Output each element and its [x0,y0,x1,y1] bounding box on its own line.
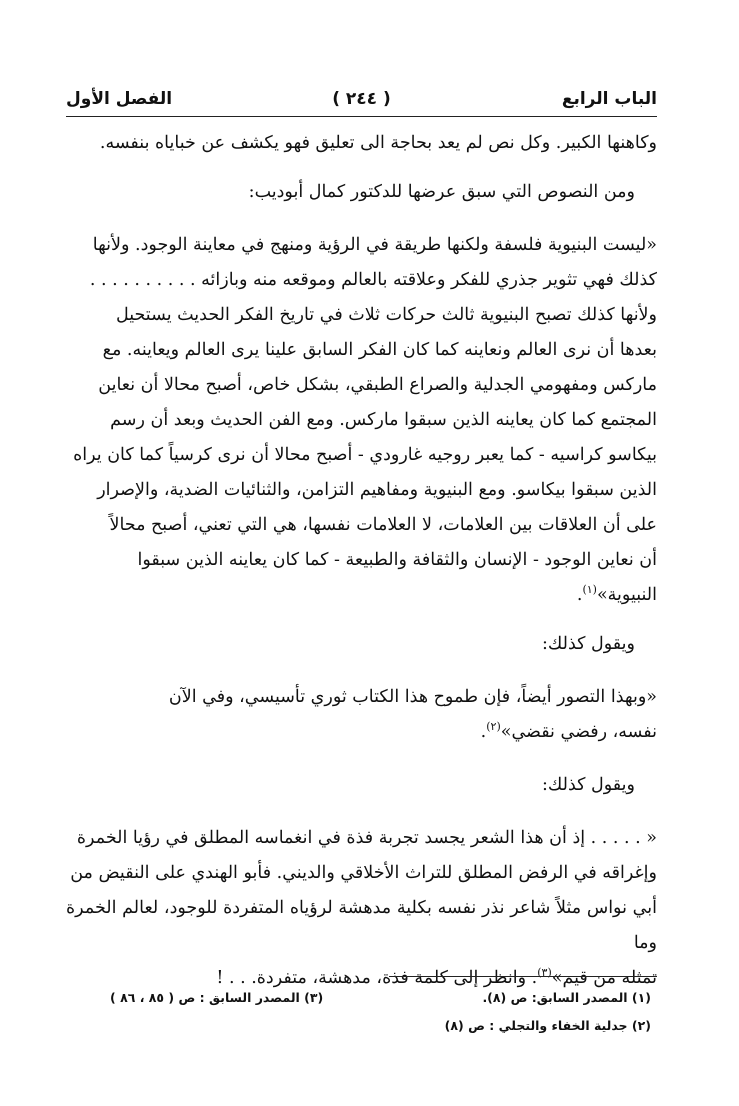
footnote-3: (٣) المصدر السابق : ص ( ٨٥ ، ٨٦ ) [110,990,324,1005]
footnote-2: (٢) جدلية الخفاء والتجلي : ص (٨) [444,1018,651,1033]
quote-line: ولأنها كذلك تصبح البنيوية ثالث حركات ثلاث في تاريخ الفكر الحديث يستحيل [115,305,657,325]
paragraph-intro: ومن النصوص التي سبق عرضها للدكتور كمال أبوديب: [248,182,635,202]
footnote-ref-1: (١) [582,583,597,597]
running-header [66,84,657,114]
main-text [66,126,657,996]
quote-end: نفسه، رفضي نقضي» [500,722,657,742]
quote-line: ماركس ومفهومي الجدلية والصراع الطبقي، بشكل خاص، أصبح محالا أن نعاين [98,375,657,395]
quote-line: كذلك فهي تثوير جذري للفكر وعلاقته بالعالم وموقعه منه وبازائه . . . . . . . . . . [89,270,657,290]
header-divider [66,116,657,117]
quote-line: « . . . . . إذ أن هذا الشعر يجسد تجربة فذة في انغماسه المطلق في رؤيا الخمرة [76,828,657,848]
quote-line: أبي نواس مثلاً شاعر نذر نفسه بكلية مدهشة لرؤياه المتفردة للوجود، لعالم الخمرة وما [66,898,657,953]
quote-line: نفسه، رفضي نقضي»$^{(٢)}$. [480,720,657,742]
quote-block-2 [66,680,657,750]
footnote-divider [389,976,657,977]
paragraph-says-2: ويقول كذلك: [542,775,635,795]
quote-block-1 [66,228,657,613]
quote-block-3 [66,821,657,996]
chapter-title: الباب الرابع [561,89,657,109]
footnote-ref-2: (٢) [486,720,501,734]
paragraph-says-1: ويقول كذلك: [542,634,635,654]
quote-line: أن نعاين الوجود - الإنسان والثقافة والطبيعة - كما كان يعاينه الذين سبقوا [137,550,657,570]
quote-line: بعدها أن نرى العالم ونعاينه كما كان الفكر السابق علينا يرى العالم ويعاينه. مع [102,340,657,360]
footnotes [66,984,657,1040]
quote-end: تمثله من قيم» [551,968,657,988]
footnote-ref-3: (٣) [537,966,552,980]
footnote-1: (١) المصدر السابق: ص (٨). [482,990,651,1005]
paragraph-continuation: وكاهنها الكبير. وكل نص لم يعد بحاجة الى تعليق فهو يكشف عن خباياه بنفسه. [99,133,657,153]
quote-line: النبيوية»$^{(١)}$. [576,583,657,605]
quote-line: وإغراقه في الرفض المطلق للتراث الأخلاقي والديني. فأبو الهندي على النقيض من [70,863,657,883]
quote-end: النبيوية» [596,585,657,605]
quote-line: الذين سبقوا بيكاسو. ومع البنيوية ومفاهيم التزامن، والثنائيات الضدية، والإصرار [97,480,657,500]
quote-line: المجتمع كما كان يعاينه الذين سبقوا ماركس. ومع الفن الحديث وبعد أن رسم [110,410,657,430]
quote-line: «ليست البنيوية فلسفة ولكنها طريقة في الرؤية ومنهج في معاينة الوجود. ولأنها [92,235,657,255]
quote-line: على أن العلاقات بين العلامات، لا العلامات نفسها، هي التي تعني، أصبح محالاً [109,515,657,535]
page-number: ( ٢٤٤ ) [332,89,391,109]
section-title: الفصل الأول [66,89,173,109]
quote-line: بيكاسو كراسيه - كما يعبر روجيه غارودي - أصبح محالا أن نرى كرسياً كما كان يراه [73,445,657,465]
quote-trailer: . وانظر إلى كلمة فذة، مدهشة، متفردة. . . ! [216,968,538,988]
quote-line: «وبهذا التصور أيضاً، فإن طموح هذا الكتاب ثوري تأسيسي، وفي الآن [168,687,657,707]
